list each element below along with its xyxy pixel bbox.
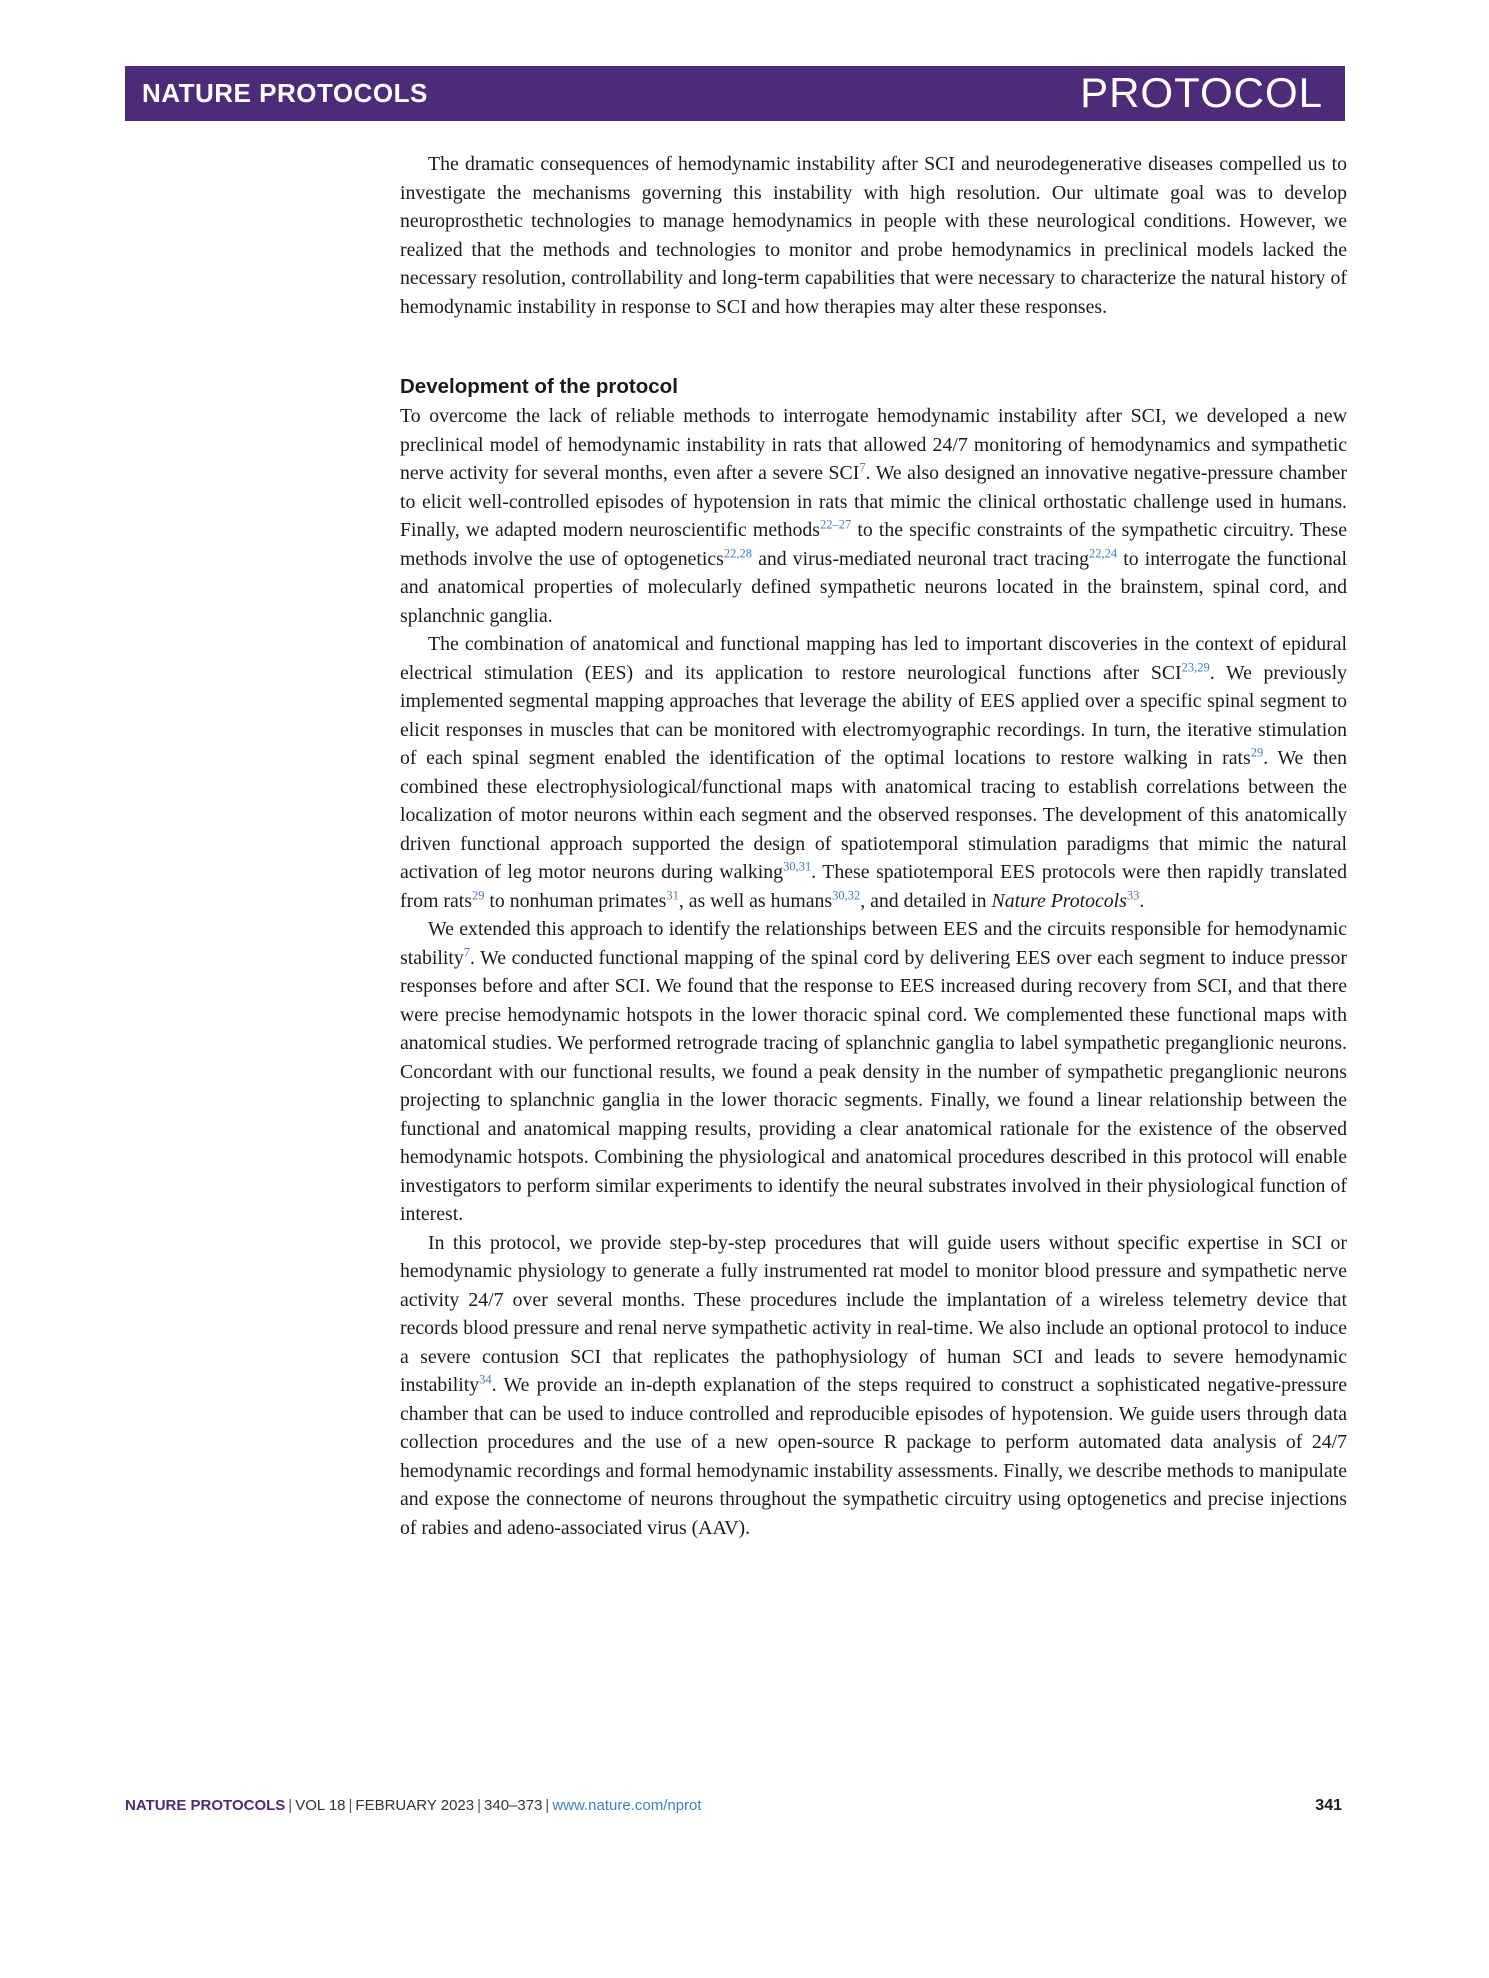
footer-citation <box>125 1797 702 1814</box>
citation-ref[interactable]: 23,29 <box>1181 659 1210 674</box>
footer-separator: | <box>348 1797 353 1814</box>
paragraph-development-3 <box>400 915 1347 1229</box>
footer-url-link[interactable]: www.nature.com/nprot <box>552 1797 702 1814</box>
intro-paragraph: The dramatic consequences of hemodynamic instability after SCI and neurodegenerative diseases compelled us to investigate the mechanisms governing this instability with high resolution. Our ultimate goal was to develop neuroprosthetic technologies to manage hemodynamics in people with these neurological conditions. However, we realized that the methods and technologies to monitor and probe hemodynamics in preclinical models lacked the necessary resolution, controllability and long-term capabilities that were necessary to characterize the natural history of hemodynamic instability in response to SCI and how therapies may alter these responses. <box>400 153 1347 318</box>
citation-ref[interactable]: 34 <box>479 1372 492 1387</box>
text-run: . We then combined these electrophysiological/functional maps with anatomical tracing to establish correlations between the localization of motor neurons within each segment and the observed responses. The development of this anatomically driven functional approach supported the design of spatiotemporal stimulation paradigms that mimic the natural activation of leg motor neurons during walking <box>400 747 1348 883</box>
text-run: to interrogate the functional and anatomical properties of molecularly defined sympathetic neurons located in the brainstem, spinal cord, and splanchnic ganglia. <box>400 547 1347 627</box>
text-run: . <box>1139 889 1145 912</box>
citation-ref[interactable]: 29 <box>471 887 485 902</box>
article-body <box>400 150 1347 1542</box>
footer-pages: 340–373 <box>484 1797 543 1814</box>
footer-separator: | <box>477 1797 482 1814</box>
footer-volume: VOL 18 <box>295 1797 346 1814</box>
text-run: . We also designed an innovative negative-pressure chamber to elicit well-controlled episodes of hypotension in rats that mimic the clinical orthostatic challenge used in humans. Finally, we adapted modern neuroscientific methods <box>400 462 1347 541</box>
paragraph-development-2 <box>400 630 1347 915</box>
text-run: . These spatiotemporal EES protocols were then rapidly translated from rats <box>400 861 1347 912</box>
text-run: . We previously implemented segmental mapping approaches that leverage the ability of EES applied over a specific spinal segment to elicit responses in muscles that can be monitored with electromyographic recordings. In turn, the iterative stimulation of each spinal segment enabled the identification of the optimal locations to restore walking in rats <box>400 661 1347 769</box>
text-run: . We conducted functional mapping of the spinal cord by delivering EES over each segment to induce pressor responses before and after SCI. We found that the response to EES increased during recovery from SCI, and that there were precise hemodynamic hotspots in the lower thoracic spinal cord. We complemented these functional maps with anatomical studies. We performed retrograde tracing of splanchnic ganglia to label sympathetic preganglionic neurons. Concordant with our functional results, we found a peak density in the number of sympathetic preganglionic neurons projecting to splanchnic ganglia in the lower thoracic segments. Finally, we found a linear relationship between the functional and anatomical mapping results, providing a clear anatomical rationale for the existence of the observed hemodynamic hotspots. Combining the physiological and anatomical procedures described in this protocol will enable investigators to perform similar experiments to identify the neural substrates involved in their physiological function of interest. <box>400 946 1347 1225</box>
footer-journal: NATURE PROTOCOLS <box>125 1797 286 1814</box>
footer-separator: | <box>545 1797 550 1814</box>
text-run: To overcome the lack of reliable methods to interrogate hemodynamic instability after SCI, we developed a new preclinical model of hemodynamic instability in rats that allowed 24/7 monitoring of hemodynamics and sympathetic nerve activity for several months, even after a severe SCI <box>400 405 1347 484</box>
citation-ref[interactable]: 22,24 <box>1089 545 1118 560</box>
text-run: , and detailed in <box>860 889 992 912</box>
citation-ref[interactable]: 29 <box>1250 745 1264 760</box>
citation-ref[interactable]: 7 <box>859 460 866 475</box>
paragraph-development-4 <box>400 1229 1347 1543</box>
paragraph-development-1 <box>400 402 1347 630</box>
text-run: to nonhuman primates <box>484 889 667 912</box>
citation-ref[interactable]: 30,31 <box>783 859 812 874</box>
citation-ref[interactable]: 31 <box>666 887 679 902</box>
citation-ref[interactable]: 22,28 <box>723 545 753 560</box>
text-run: to the specific constraints of the sympathetic circuitry. These methods involve the use of optogenetics <box>400 519 1347 570</box>
text-run: In this protocol, we provide step-by-step procedures that will guide users without specific expertise in SCI or hemodynamic physiology to generate a fully instrumented rat model to monitor blood pressure and sympathetic nerve activity 24/7 over several months. These procedures include the implantation of a wireless telemetry device that records blood pressure and renal nerve sympathetic activity in real-time. We also include an optional protocol to induce a severe contusion SCI that replicates the pathophysiology of human SCI and leads to severe hemodynamic instability <box>400 1231 1347 1396</box>
citation-ref[interactable]: 30,32 <box>832 887 861 902</box>
citation-ref[interactable]: 22–27 <box>819 517 852 532</box>
page-number: 341 <box>1315 1797 1342 1814</box>
footer-separator: | <box>288 1797 293 1814</box>
journal-name: NATURE PROTOCOLS <box>142 78 428 108</box>
citation-ref[interactable]: 33 <box>1126 887 1140 902</box>
journal-title-italic: Nature Protocols <box>991 889 1127 912</box>
footer-date: FEBRUARY 2023 <box>355 1797 475 1814</box>
text-run: , as well as humans <box>678 889 833 912</box>
text-run: . We provide an in-depth explanation of the steps required to construct a sophisticated negative-pressure chamber that can be used to induce controlled and reproducible episodes of hypotension. We guide users through data collection procedures and the use of a new open-source R package to perform automated data analysis of 24/7 hemodynamic recordings and formal hemodynamic instability assessments. Finally, we describe methods to manipulate and expose the connectome of neurons throughout the sympathetic circuitry using optogenetics and precise injections of rabies and adeno-associated virus (AAV). <box>400 1374 1347 1539</box>
text-run: and virus-mediated neuronal tract tracing <box>752 547 1090 570</box>
text-run: We extended this approach to identify the relationships between EES and the circuits responsible for hemodynamic stability <box>400 918 1347 969</box>
journal-header-banner <box>125 66 1345 121</box>
page-footer <box>125 1797 1345 1821</box>
citation-ref[interactable]: 7 <box>463 944 470 959</box>
article-type: PROTOCOL <box>1080 69 1323 116</box>
text-run: The combination of anatomical and functional mapping has led to important discoveries in the context of epidural electrical stimulation (EES) and its application to restore neurological functions after SCI <box>400 633 1347 684</box>
section-heading: Development of the protocol <box>400 375 678 398</box>
